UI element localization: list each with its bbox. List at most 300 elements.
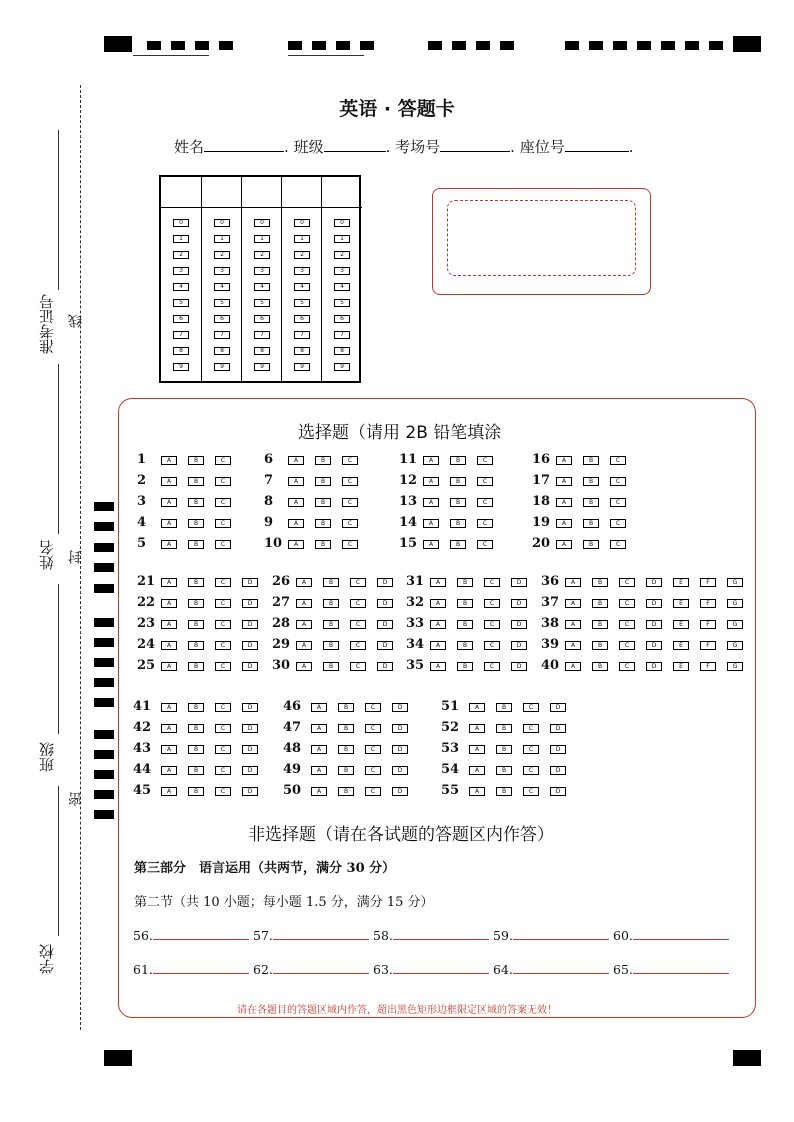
option-bubble-a[interactable]: A <box>288 498 304 507</box>
option-bubble-d[interactable]: D <box>511 578 527 587</box>
option-bubble-c[interactable]: C <box>365 745 381 754</box>
option-bubble-c[interactable]: C <box>610 498 626 507</box>
id-digit-bubble[interactable]: 5 <box>214 299 230 307</box>
id-digit-bubble[interactable]: 1 <box>334 235 350 243</box>
option-bubble-d[interactable]: D <box>392 766 408 775</box>
option-bubble-c[interactable]: C <box>215 578 231 587</box>
option-bubble-b[interactable]: B <box>188 477 204 486</box>
blank-answer-line[interactable] <box>273 962 369 974</box>
option-bubble-a[interactable]: A <box>161 766 177 775</box>
id-digit-bubble[interactable]: 6 <box>334 315 350 323</box>
option-bubble-d[interactable]: D <box>242 641 258 650</box>
option-bubble-d[interactable]: D <box>550 766 566 775</box>
blank-answer-line[interactable] <box>633 962 729 974</box>
option-bubble-g[interactable]: G <box>727 641 743 650</box>
option-bubble-a[interactable]: A <box>423 540 439 549</box>
option-bubble-b[interactable]: B <box>188 787 204 796</box>
side-timing-mark <box>94 502 114 511</box>
option-bubble-b[interactable]: B <box>457 578 473 587</box>
option-bubble-b[interactable]: B <box>496 766 512 775</box>
option-bubble-b[interactable]: B <box>338 766 354 775</box>
exam-room-field[interactable] <box>440 137 510 152</box>
option-bubble-f[interactable]: F <box>700 620 716 629</box>
option-bubble-a[interactable]: A <box>161 477 177 486</box>
option-bubble-c[interactable]: C <box>215 745 231 754</box>
blank-answer-line[interactable] <box>153 962 249 974</box>
option-bubble-c[interactable]: C <box>350 578 366 587</box>
option-bubble-b[interactable]: B <box>338 787 354 796</box>
option-bubble-c[interactable]: C <box>523 703 539 712</box>
id-grid-write-cell[interactable] <box>161 177 201 208</box>
option-bubble-a[interactable]: A <box>311 766 327 775</box>
id-digit-bubble[interactable]: 0 <box>294 219 310 227</box>
side-timing-mark <box>94 810 114 819</box>
option-bubble-a[interactable]: A <box>565 599 581 608</box>
id-digit-bubble[interactable]: 9 <box>214 363 230 371</box>
option-bubble-b[interactable]: B <box>188 456 204 465</box>
option-bubble-a[interactable]: A <box>423 456 439 465</box>
option-bubble-a[interactable]: A <box>565 662 581 671</box>
option-bubble-a[interactable]: A <box>556 456 572 465</box>
option-bubble-c[interactable]: C <box>610 540 626 549</box>
option-bubble-c[interactable]: C <box>215 540 231 549</box>
option-bubble-a[interactable]: A <box>288 456 304 465</box>
option-bubble-b[interactable]: B <box>583 498 599 507</box>
option-bubble-c[interactable]: C <box>365 787 381 796</box>
option-bubble-d[interactable]: D <box>242 703 258 712</box>
option-bubble-c[interactable]: C <box>619 578 635 587</box>
option-bubble-d[interactable]: D <box>377 641 393 650</box>
option-bubble-b[interactable]: B <box>450 477 466 486</box>
option-bubble-c[interactable]: C <box>484 578 500 587</box>
option-bubble-a[interactable]: A <box>161 578 177 587</box>
option-bubble-b[interactable]: B <box>323 599 339 608</box>
option-bubble-d[interactable]: D <box>646 662 662 671</box>
id-digit-bubble[interactable]: 2 <box>294 251 310 259</box>
option-bubble-a[interactable]: A <box>430 599 446 608</box>
option-bubble-c[interactable]: C <box>350 599 366 608</box>
option-bubble-b[interactable]: B <box>338 703 354 712</box>
option-bubble-c[interactable]: C <box>365 703 381 712</box>
option-bubble-d[interactable]: D <box>377 620 393 629</box>
option-bubble-a[interactable]: A <box>161 540 177 549</box>
option-bubble-a[interactable]: A <box>161 498 177 507</box>
option-bubble-b[interactable]: B <box>457 641 473 650</box>
option-bubble-c[interactable]: C <box>610 477 626 486</box>
option-bubble-c[interactable]: C <box>619 620 635 629</box>
option-bubble-c[interactable]: C <box>477 540 493 549</box>
option-bubble-c[interactable]: C <box>342 519 358 528</box>
option-bubble-b[interactable]: B <box>188 599 204 608</box>
section2-heading: 第二节（共 10 小题；每小题 1.5 分，满分 15 分） <box>134 895 434 910</box>
option-bubble-d[interactable]: D <box>646 578 662 587</box>
option-bubble-d[interactable]: D <box>242 620 258 629</box>
option-bubble-a[interactable]: A <box>161 724 177 733</box>
option-bubble-a[interactable]: A <box>161 745 177 754</box>
option-bubble-c[interactable]: C <box>619 641 635 650</box>
id-digit-bubble[interactable]: 3 <box>173 267 189 275</box>
id-digit-bubble[interactable]: 4 <box>254 283 270 291</box>
id-digit-bubble[interactable]: 6 <box>173 315 189 323</box>
option-bubble-c[interactable]: C <box>215 599 231 608</box>
id-digit-bubble[interactable]: 3 <box>254 267 270 275</box>
option-bubble-a[interactable]: A <box>288 477 304 486</box>
option-bubble-b[interactable]: B <box>592 620 608 629</box>
option-bubble-b[interactable]: B <box>450 519 466 528</box>
option-bubble-a[interactable]: A <box>161 620 177 629</box>
question-number: 15 <box>399 536 418 551</box>
option-bubble-c[interactable]: C <box>215 456 231 465</box>
option-bubble-a[interactable]: A <box>311 745 327 754</box>
option-bubble-b[interactable]: B <box>496 724 512 733</box>
option-bubble-b[interactable]: B <box>323 578 339 587</box>
option-bubble-c[interactable]: C <box>215 662 231 671</box>
blank-answer-line[interactable] <box>393 928 489 940</box>
option-bubble-c[interactable]: C <box>365 766 381 775</box>
id-digit-bubble[interactable]: 2 <box>334 251 350 259</box>
option-bubble-a[interactable]: A <box>288 519 304 528</box>
option-bubble-d[interactable]: D <box>646 599 662 608</box>
id-digit-bubble[interactable]: 1 <box>214 235 230 243</box>
id-digit-bubble[interactable]: 1 <box>254 235 270 243</box>
id-digit-bubble[interactable]: 8 <box>294 347 310 355</box>
option-bubble-b[interactable]: B <box>592 578 608 587</box>
option-bubble-b[interactable]: B <box>457 662 473 671</box>
option-bubble-b[interactable]: B <box>188 703 204 712</box>
option-bubble-c[interactable]: C <box>484 620 500 629</box>
option-bubble-c[interactable]: C <box>477 477 493 486</box>
blank-answer-line[interactable] <box>393 962 489 974</box>
option-bubble-a[interactable]: A <box>296 641 312 650</box>
id-digit-bubble[interactable]: 0 <box>254 219 270 227</box>
option-bubble-d[interactable]: D <box>377 662 393 671</box>
id-digit-bubble[interactable]: 2 <box>254 251 270 259</box>
name-field[interactable] <box>204 137 284 152</box>
option-bubble-a[interactable]: A <box>565 641 581 650</box>
option-bubble-a[interactable]: A <box>469 745 485 754</box>
option-bubble-c[interactable]: C <box>215 703 231 712</box>
question-number: 5 <box>137 536 147 551</box>
id-digit-bubble[interactable]: 7 <box>214 331 230 339</box>
option-bubble-b[interactable]: B <box>188 620 204 629</box>
timing-mark <box>219 41 233 50</box>
option-bubble-c[interactable]: C <box>342 456 358 465</box>
option-bubble-d[interactable]: D <box>511 599 527 608</box>
option-bubble-a[interactable]: A <box>296 662 312 671</box>
option-bubble-a[interactable]: A <box>161 641 177 650</box>
option-bubble-f[interactable]: F <box>700 578 716 587</box>
option-bubble-d[interactable]: D <box>550 724 566 733</box>
id-digit-bubble[interactable]: 7 <box>173 331 189 339</box>
barcode-area <box>432 188 651 295</box>
option-bubble-a[interactable]: A <box>161 519 177 528</box>
seat-field[interactable] <box>565 137 629 152</box>
option-bubble-a[interactable]: A <box>565 578 581 587</box>
option-bubble-d[interactable]: D <box>511 641 527 650</box>
option-bubble-d[interactable]: D <box>392 745 408 754</box>
option-bubble-a[interactable]: A <box>161 599 177 608</box>
option-bubble-c[interactable]: C <box>215 519 231 528</box>
option-bubble-b[interactable]: B <box>188 766 204 775</box>
option-bubble-c[interactable]: C <box>619 599 635 608</box>
option-bubble-c[interactable]: C <box>215 787 231 796</box>
option-bubble-b[interactable]: B <box>496 787 512 796</box>
option-bubble-a[interactable]: A <box>469 703 485 712</box>
option-bubble-e[interactable]: E <box>673 662 689 671</box>
id-grid-write-cell[interactable] <box>242 177 282 208</box>
option-bubble-b[interactable]: B <box>188 724 204 733</box>
option-bubble-d[interactable]: D <box>242 578 258 587</box>
id-digit-bubble[interactable]: 3 <box>294 267 310 275</box>
id-digit-bubble[interactable]: 6 <box>214 315 230 323</box>
id-digit-bubble[interactable]: 7 <box>254 331 270 339</box>
option-bubble-a[interactable]: A <box>430 578 446 587</box>
question-number: 13 <box>399 494 418 509</box>
option-bubble-d[interactable]: D <box>646 641 662 650</box>
option-bubble-b[interactable]: B <box>338 745 354 754</box>
option-bubble-b[interactable]: B <box>450 498 466 507</box>
option-bubble-d[interactable]: D <box>242 662 258 671</box>
option-bubble-c[interactable]: C <box>350 620 366 629</box>
id-digit-bubble[interactable]: 6 <box>254 315 270 323</box>
id-digit-bubble[interactable]: 5 <box>173 299 189 307</box>
option-bubble-d[interactable]: D <box>242 766 258 775</box>
option-bubble-d[interactable]: D <box>392 787 408 796</box>
option-bubble-g[interactable]: G <box>727 578 743 587</box>
option-bubble-c[interactable]: C <box>215 477 231 486</box>
option-bubble-e[interactable]: E <box>673 620 689 629</box>
option-bubble-d[interactable]: D <box>511 620 527 629</box>
option-bubble-b[interactable]: B <box>583 456 599 465</box>
option-bubble-b[interactable]: B <box>592 599 608 608</box>
option-bubble-c[interactable]: C <box>477 456 493 465</box>
option-bubble-c[interactable]: C <box>523 787 539 796</box>
option-bubble-a[interactable]: A <box>469 766 485 775</box>
option-bubble-d[interactable]: D <box>646 620 662 629</box>
option-bubble-c[interactable]: C <box>484 662 500 671</box>
option-bubble-d[interactable]: D <box>392 703 408 712</box>
option-bubble-a[interactable]: A <box>556 519 572 528</box>
option-bubble-d[interactable]: D <box>242 745 258 754</box>
blank-answer-line[interactable] <box>513 962 609 974</box>
option-bubble-b[interactable]: B <box>188 498 204 507</box>
fill-blank-item <box>373 962 489 977</box>
question-number: 21 <box>137 574 156 589</box>
id-digit-bubble[interactable]: 7 <box>294 331 310 339</box>
option-bubble-b[interactable]: B <box>188 519 204 528</box>
option-bubble-b[interactable]: B <box>592 641 608 650</box>
option-bubble-b[interactable]: B <box>188 662 204 671</box>
option-bubble-a[interactable]: A <box>296 620 312 629</box>
id-digit-bubble[interactable]: 1 <box>173 235 189 243</box>
option-bubble-b[interactable]: B <box>457 620 473 629</box>
side-timing-mark <box>94 522 114 531</box>
option-bubble-b[interactable]: B <box>188 540 204 549</box>
option-bubble-c[interactable]: C <box>215 724 231 733</box>
option-bubble-a[interactable]: A <box>430 620 446 629</box>
id-digit-bubble[interactable]: 4 <box>334 283 350 291</box>
option-bubble-a[interactable]: A <box>161 703 177 712</box>
option-bubble-c[interactable]: C <box>215 620 231 629</box>
option-bubble-d[interactable]: D <box>511 662 527 671</box>
option-bubble-c[interactable]: C <box>342 498 358 507</box>
blank-answer-line[interactable] <box>153 928 249 940</box>
option-bubble-a[interactable]: A <box>161 456 177 465</box>
option-bubble-b[interactable]: B <box>323 620 339 629</box>
option-bubble-c[interactable]: C <box>484 599 500 608</box>
class-field[interactable] <box>324 137 386 152</box>
option-bubble-b[interactable]: B <box>188 745 204 754</box>
option-bubble-c[interactable]: C <box>477 498 493 507</box>
option-bubble-c[interactable]: C <box>484 641 500 650</box>
id-digit-bubble[interactable]: 8 <box>254 347 270 355</box>
id-digit-bubble[interactable]: 6 <box>294 315 310 323</box>
option-bubble-f[interactable]: F <box>700 641 716 650</box>
option-bubble-a[interactable]: A <box>430 662 446 671</box>
id-digit-bubble[interactable]: 2 <box>173 251 189 259</box>
option-bubble-d[interactable]: D <box>550 703 566 712</box>
option-bubble-f[interactable]: F <box>700 599 716 608</box>
id-digit-bubble[interactable]: 8 <box>334 347 350 355</box>
option-bubble-c[interactable]: C <box>365 724 381 733</box>
question-number: 42 <box>133 720 152 735</box>
option-bubble-b[interactable]: B <box>323 662 339 671</box>
option-bubble-a[interactable]: A <box>469 787 485 796</box>
option-bubble-c[interactable]: C <box>477 519 493 528</box>
option-bubble-c[interactable]: C <box>523 745 539 754</box>
option-bubble-b[interactable]: B <box>315 519 331 528</box>
id-digit-bubble[interactable]: 7 <box>334 331 350 339</box>
option-bubble-c[interactable]: C <box>350 662 366 671</box>
id-digit-bubble[interactable]: 0 <box>334 219 350 227</box>
option-bubble-b[interactable]: B <box>323 641 339 650</box>
id-digit-bubble[interactable]: 9 <box>334 363 350 371</box>
option-bubble-b[interactable]: B <box>592 662 608 671</box>
id-grid-write-cell[interactable] <box>282 177 322 208</box>
blank-number: 65. <box>613 962 633 977</box>
option-bubble-a[interactable]: A <box>423 519 439 528</box>
part3-heading: 第三部分 语言运用（共两节，满分 30 分） <box>134 861 396 876</box>
option-bubble-a[interactable]: A <box>161 787 177 796</box>
option-bubble-c[interactable]: C <box>350 641 366 650</box>
id-digit-bubble[interactable]: 4 <box>214 283 230 291</box>
option-bubble-a[interactable]: A <box>469 724 485 733</box>
option-bubble-b[interactable]: B <box>583 519 599 528</box>
id-digit-bubble[interactable]: 5 <box>254 299 270 307</box>
option-bubble-b[interactable]: B <box>496 745 512 754</box>
option-bubble-a[interactable]: A <box>556 540 572 549</box>
id-digit-bubble[interactable]: 4 <box>294 283 310 291</box>
option-bubble-b[interactable]: B <box>496 703 512 712</box>
option-bubble-b[interactable]: B <box>188 641 204 650</box>
id-digit-bubble[interactable]: 2 <box>214 251 230 259</box>
option-bubble-c[interactable]: C <box>610 519 626 528</box>
option-bubble-a[interactable]: A <box>296 578 312 587</box>
id-digit-bubble[interactable]: 8 <box>214 347 230 355</box>
blank-answer-line[interactable] <box>273 928 369 940</box>
option-bubble-a[interactable]: A <box>430 641 446 650</box>
option-bubble-a[interactable]: A <box>423 498 439 507</box>
option-bubble-c[interactable]: C <box>215 498 231 507</box>
option-bubble-b[interactable]: B <box>188 578 204 587</box>
option-bubble-b[interactable]: B <box>315 498 331 507</box>
id-digit-bubble[interactable]: 0 <box>214 219 230 227</box>
option-bubble-c[interactable]: C <box>523 724 539 733</box>
blank-answer-line[interactable] <box>633 928 729 940</box>
option-bubble-b[interactable]: B <box>315 477 331 486</box>
id-digit-bubble[interactable]: 1 <box>294 235 310 243</box>
option-bubble-c[interactable]: C <box>342 540 358 549</box>
option-bubble-d[interactable]: D <box>550 787 566 796</box>
option-bubble-a[interactable]: A <box>311 724 327 733</box>
option-bubble-b[interactable]: B <box>457 599 473 608</box>
option-bubble-a[interactable]: A <box>288 540 304 549</box>
option-bubble-c[interactable]: C <box>215 641 231 650</box>
option-bubble-a[interactable]: A <box>311 787 327 796</box>
id-digit-bubble[interactable]: 9 <box>173 363 189 371</box>
option-bubble-g[interactable]: G <box>727 599 743 608</box>
option-bubble-b[interactable]: B <box>338 724 354 733</box>
blank-answer-line[interactable] <box>513 928 609 940</box>
option-bubble-b[interactable]: B <box>315 456 331 465</box>
option-bubble-a[interactable]: A <box>423 477 439 486</box>
option-bubble-g[interactable]: G <box>727 662 743 671</box>
option-bubble-d[interactable]: D <box>242 724 258 733</box>
option-bubble-b[interactable]: B <box>583 540 599 549</box>
id-digit-bubble[interactable]: 9 <box>294 363 310 371</box>
blank-number: 63. <box>373 962 393 977</box>
id-grid-write-cell[interactable] <box>202 177 242 208</box>
option-bubble-d[interactable]: D <box>377 578 393 587</box>
id-grid-write-cell[interactable] <box>322 177 362 208</box>
option-bubble-e[interactable]: E <box>673 578 689 587</box>
option-bubble-b[interactable]: B <box>315 540 331 549</box>
id-digit-bubble[interactable]: 4 <box>173 283 189 291</box>
side-name-label: 姓名 <box>38 540 56 570</box>
option-bubble-a[interactable]: A <box>556 498 572 507</box>
option-bubble-a[interactable]: A <box>161 662 177 671</box>
option-bubble-d[interactable]: D <box>242 599 258 608</box>
option-bubble-c[interactable]: C <box>610 456 626 465</box>
option-bubble-c[interactable]: C <box>619 662 635 671</box>
option-bubble-c[interactable]: C <box>342 477 358 486</box>
option-bubble-e[interactable]: E <box>673 641 689 650</box>
id-digit-bubble[interactable]: 8 <box>173 347 189 355</box>
option-bubble-c[interactable]: C <box>215 766 231 775</box>
option-bubble-d[interactable]: D <box>392 724 408 733</box>
option-bubble-g[interactable]: G <box>727 620 743 629</box>
option-bubble-a[interactable]: A <box>296 599 312 608</box>
option-bubble-a[interactable]: A <box>565 620 581 629</box>
option-bubble-b[interactable]: B <box>583 477 599 486</box>
option-bubble-d[interactable]: D <box>242 787 258 796</box>
option-bubble-a[interactable]: A <box>556 477 572 486</box>
id-digit-bubble[interactable]: 5 <box>294 299 310 307</box>
option-bubble-b[interactable]: B <box>450 540 466 549</box>
id-digit-bubble[interactable]: 5 <box>334 299 350 307</box>
option-bubble-c[interactable]: C <box>523 766 539 775</box>
option-bubble-a[interactable]: A <box>311 703 327 712</box>
option-bubble-f[interactable]: F <box>700 662 716 671</box>
option-bubble-d[interactable]: D <box>550 745 566 754</box>
option-bubble-b[interactable]: B <box>450 456 466 465</box>
option-bubble-e[interactable]: E <box>673 599 689 608</box>
id-digit-bubble[interactable]: 9 <box>254 363 270 371</box>
option-bubble-d[interactable]: D <box>377 599 393 608</box>
id-digit-bubble[interactable]: 0 <box>173 219 189 227</box>
id-digit-bubble[interactable]: 3 <box>334 267 350 275</box>
id-digit-bubble[interactable]: 3 <box>214 267 230 275</box>
